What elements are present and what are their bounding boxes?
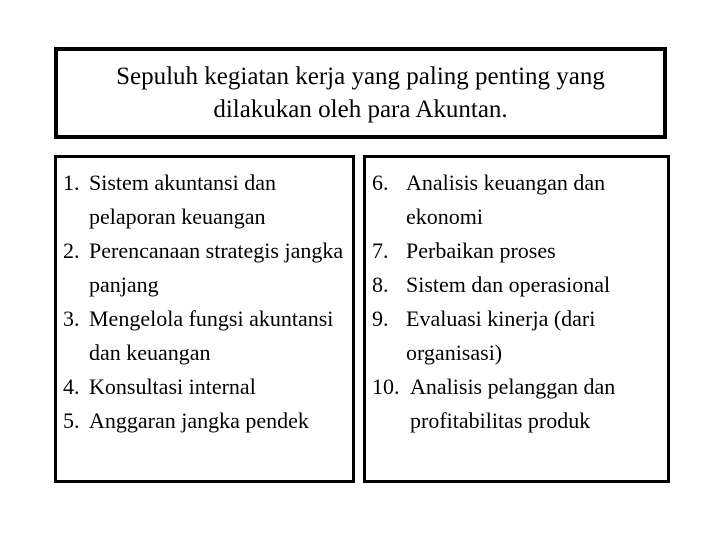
slide-title: Sepuluh kegiatan kerja yang paling penting yang dilakukan oleh para Akuntan. [116,63,605,123]
item-number: 6. [372,170,389,195]
item-text: Mengelola fungsi akuntansi dan keuangan [89,306,334,365]
item-number: 8. [372,272,389,297]
item-text: Evaluasi kinerja (dari organisasi) [406,306,596,365]
item-text: Sistem akuntansi dan pelaporan keuangan [89,170,276,229]
list-item [372,302,667,370]
right-activity-list [372,166,667,438]
title-box [54,47,667,139]
left-activity-list [63,166,352,438]
item-number: 2. [63,238,80,263]
item-number: 5. [63,408,80,433]
item-number: 4. [63,374,80,399]
list-item [63,234,352,302]
list-item [63,370,352,404]
list-item [372,166,667,234]
item-text: Sistem dan operasional [406,272,611,297]
right-list-box [363,155,670,483]
item-number: 1. [63,170,80,195]
list-item [372,370,667,438]
list-item [372,234,667,268]
item-text: Konsultasi internal [89,374,256,399]
item-text: Analisis pelanggan dan profitabilitas produk [410,374,616,433]
list-item [372,268,667,302]
list-item [63,302,352,370]
item-number: 3. [63,306,80,331]
item-number: 10. [372,374,400,399]
item-text: Anggaran jangka pendek [89,408,309,433]
item-text: Perencanaan strategis jangka panjang [89,238,344,297]
list-item [63,404,352,438]
item-text: Analisis keuangan dan ekonomi [406,170,606,229]
left-list-box [54,155,355,483]
item-number: 9. [372,306,389,331]
list-item [63,166,352,234]
item-number: 7. [372,238,389,263]
item-text: Perbaikan proses [406,238,556,263]
